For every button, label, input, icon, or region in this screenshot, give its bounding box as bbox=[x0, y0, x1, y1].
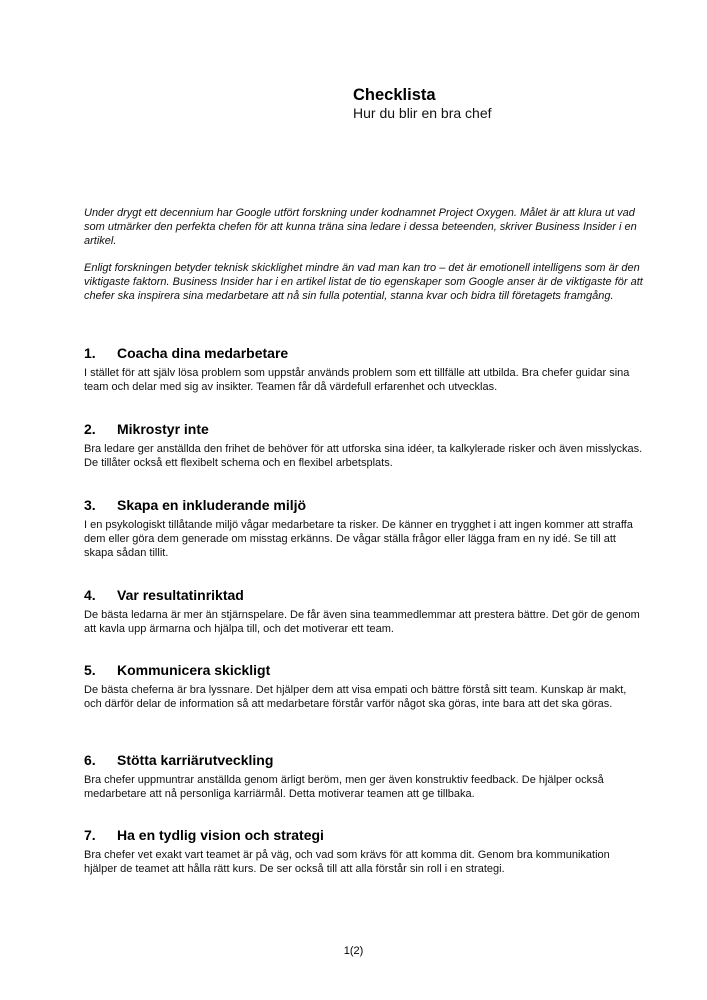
intro-text: Under drygt ett decennium har Google utfört forskning under kodnamnet Project Oxygen. Målet är att klura ut vad som utmärker den perfekta chefen för att kunna träna sina ledare i dessa beteenden, skriver Business Insider i en artikel. bbox=[84, 207, 637, 247]
intro-paragraph-1 bbox=[84, 207, 644, 248]
section-number: 4. bbox=[84, 587, 96, 603]
section-6 bbox=[84, 752, 644, 801]
section-number: 6. bbox=[84, 752, 96, 768]
section-heading bbox=[84, 587, 644, 604]
section-number: 2. bbox=[84, 421, 96, 437]
page-number: 1(2) bbox=[343, 945, 364, 957]
section-title: Ha en tydlig vision och strategi bbox=[117, 827, 324, 843]
section-heading bbox=[84, 662, 644, 679]
section-body: Bra ledare ger anställda den frihet de behöver för att utforska sina idéer, ta kalkylerade risker och även misslyckas. De tillåter också ett flexibelt schema och en flexibel arbetsplats. bbox=[84, 443, 643, 469]
document-title: Checklista bbox=[353, 86, 436, 104]
intro-paragraph-2 bbox=[84, 262, 644, 303]
section-title: Kommunicera skickligt bbox=[117, 662, 271, 678]
section-body: De bästa cheferna är bra lyssnare. Det hjälper dem att visa empati och bättre förstå sitt team. Kunskap är makt, och därför delar de information så att medarbetare förstår varför något ska göras, inte bara att det ska göras. bbox=[84, 684, 627, 710]
section-title: Stötta karriärutveckling bbox=[117, 752, 274, 768]
document-subtitle: Hur du blir en bra chef bbox=[353, 105, 492, 121]
section-2 bbox=[84, 421, 644, 470]
section-title: Var resultatinriktad bbox=[117, 587, 244, 603]
section-number: 7. bbox=[84, 827, 96, 843]
section-heading bbox=[84, 421, 644, 438]
intro-text: Enligt forskningen betyder teknisk skicklighet mindre än vad man kan tro – det är emotionell intelligens som är den viktigaste faktorn. Business Insider har i en artikel listat de tio egenskaper som Google anser är de viktigaste för att chefer ska inspirera sina medarbetare att nå sin fulla potential, stanna kvar och bidra till företagets framgång. bbox=[84, 262, 643, 302]
section-body: Bra chefer uppmuntrar anställda genom ärligt beröm, men ger även konstruktiv feedback. De hjälper också medarbetare att nå personliga karriärmål. Detta motiverar teamen att ge tillbaka. bbox=[84, 774, 604, 800]
section-heading bbox=[84, 345, 644, 362]
section-title: Mikrostyr inte bbox=[117, 421, 209, 437]
section-number: 5. bbox=[84, 662, 96, 678]
section-body: I stället för att själv lösa problem som uppstår används problem som ett tillfälle att utbilda. Bra chefer guidar sina team och delar med sig av insikter. Teamen får då värdefull erfarenhet och utvecklas. bbox=[84, 367, 630, 393]
section-title: Coacha dina medarbetare bbox=[117, 345, 289, 361]
section-body: I en psykologiskt tillåtande miljö vågar medarbetare ta risker. De känner en trygghet i att ingen kommer att straffa dem eller göra dem generade om misstag erkänns. De vågar ställa frågor eller lägga fram en ny idé. Se till att skapa sådan tillit. bbox=[84, 519, 633, 559]
section-body: De bästa ledarna är mer än stjärnspelare. De får även sina teammedlemmar att prestera bättre. Det gör de genom att kavla upp ärmarna och hjälpa till, och det motiverar ett team. bbox=[84, 609, 640, 635]
section-4 bbox=[84, 587, 644, 636]
title-block bbox=[353, 86, 492, 121]
section-body: Bra chefer vet exakt vart teamet är på väg, och vad som krävs för att komma dit. Genom bra kommunikation hjälper de teamet att hålla rätt kurs. De ser också till att alla förstår sin roll i en strategi. bbox=[84, 849, 610, 875]
section-1 bbox=[84, 345, 644, 394]
section-heading bbox=[84, 497, 644, 514]
section-7 bbox=[84, 827, 644, 876]
section-heading bbox=[84, 752, 644, 769]
section-number: 3. bbox=[84, 497, 96, 513]
section-heading bbox=[84, 827, 644, 844]
section-title: Skapa en inkluderande miljö bbox=[117, 497, 307, 513]
section-3 bbox=[84, 497, 644, 560]
section-number: 1. bbox=[84, 345, 96, 361]
section-5 bbox=[84, 662, 644, 711]
